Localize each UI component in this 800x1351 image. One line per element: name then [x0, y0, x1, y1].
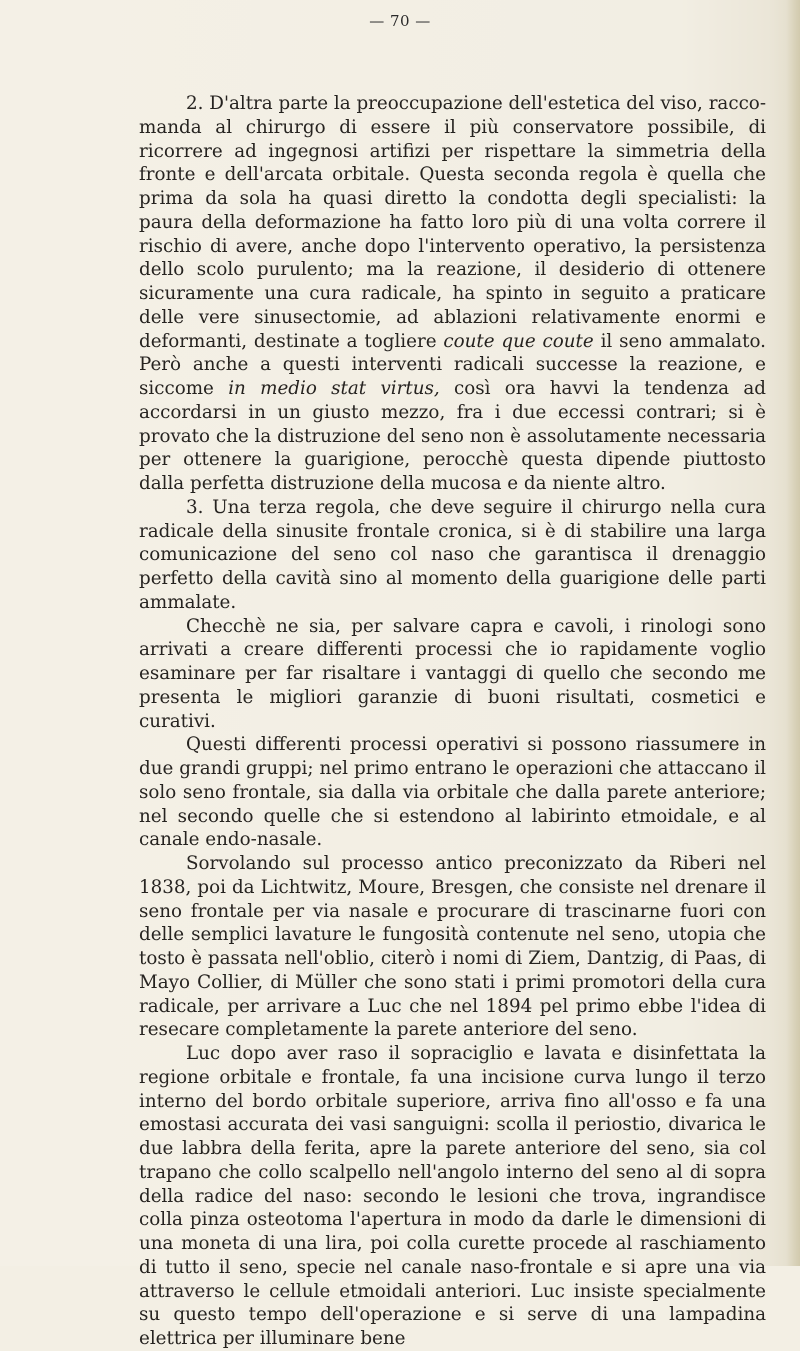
italic-phrase: coute que coute	[443, 330, 594, 352]
paragraph	[139, 733, 766, 852]
paragraph	[139, 496, 766, 615]
text-segment: Checchè ne sia, per salvare capra e cavoli, i rinologi sono arrivati a creare differenti processi che io rapidamente voglio esaminare per far risaltare i vantaggi di quello che secondo me presenta le migliori garanzie di buoni risultati, cosmetici e curativi.	[139, 615, 766, 732]
paragraph	[139, 852, 766, 1042]
paragraph	[139, 615, 766, 734]
text-segment: Questi differenti processi operativi si possono riassumere in due grandi gruppi; nel primo entrano le operazioni che attaccano il solo seno frontale, sia dalla via orbitale che dalla parete anteriore; nel secondo quelle che si estendono al labirinto etmoidale, e al canale endo-nasale.	[139, 734, 766, 851]
text-segment: 3. Una terza regola, che deve seguire il chirurgo nella cura radicale della sinusite frontale cronica, si è di stabilire una larga comunicazione del seno col naso che garantisca il drenaggio perfetto della cavità sino al momento della guarigione delle parti ammalate.	[139, 496, 766, 613]
text-segment: Sorvolando sul processo antico preconizzato da Riberi nel 1838, poi da Lichtwitz, Moure, Bresgen, che consiste nel drenare il seno frontale per via nasale e procurare di trascinarne fuori con delle semplici lavature le fungosità contenute nel seno, utopia che tosto è passata nell'oblio, citerò i nomi di Ziem, Dantzig, di Paas, di Mayo Collier, di Müller che sono stati i primi promotori della cura radicale, per arrivare a Luc che nel 1894 pel primo ebbe l'idea di resecare completamente la parete anteriore del seno.	[139, 853, 766, 1041]
italic-phrase: in medio stat virtus,	[228, 378, 440, 399]
paragraph	[139, 92, 766, 496]
text-segment: il seno ammalato. Però anche a questi interventi radicali successe la reazione, e siccome	[139, 330, 766, 399]
page-number: — 70 —	[369, 12, 431, 30]
text-segment: Luc dopo aver raso il sopraciglio e lavata e disinfettata la regione orbitale e frontale, fa una incisione curva lungo il terzo interno del bordo orbitale superiore, arriva fino all'osso e fa una emostasi accurata dei vasi sanguigni: scolla il periostio, divarica le due labbra della ferita, apre la parete anteriore del seno, sia col trapano che collo scalpello nell'angolo interno del seno al di sopra della radice del naso: secondo le lesioni che trova, ingrandisce colla pinza osteotoma l'apertura in modo da darle le dimensioni di una moneta di una lira, poi colla curette procede al raschiamento di tutto il seno, specie nel canale naso-frontale e si apre una via attraverso le cellule etmoidali anteriori. Luc insiste specialmente su questo tempo dell'operazione e si serve di una lampadina elettrica per illuminare bene	[139, 1043, 766, 1349]
body-text	[139, 92, 766, 1351]
paragraph	[139, 1042, 766, 1351]
text-segment: 2. D'altra parte la preoccupazione dell'estetica del viso, raccomanda al chirurgo di essere il più conservatore possibile, di ricorrere ad ingegnosi artifizi per rispettare la simmetria della fronte e dell'arcata orbitale. Questa seconda regola è quella che prima da sola ha quasi diretto la condotta degli specialisti: la paura della deformazione ha fatto loro più di una volta correre il rischio di avere, anche dopo l'intervento operativo, la persistenza dello scolo purulento; ma la reazione, il desiderio di ottenere sicuramente una cura radicale, ha spinto in seguito a praticare delle vere sinusectomie, ad ablazioni relativamente enormi e deformanti, destinate a togliere	[139, 93, 766, 352]
page-edge-shadow	[786, 0, 800, 1266]
text-segment: così ora havvi la tendenza ad accordarsi in un giusto mezzo, fra i due eccessi contrari; si è provato che la distruzione del seno non è assolutamente necessaria per ottenere la guarigione, perocchè questa dipende piuttosto dalla perfetta distruzione della mucosa e da niente altro.	[139, 378, 766, 494]
